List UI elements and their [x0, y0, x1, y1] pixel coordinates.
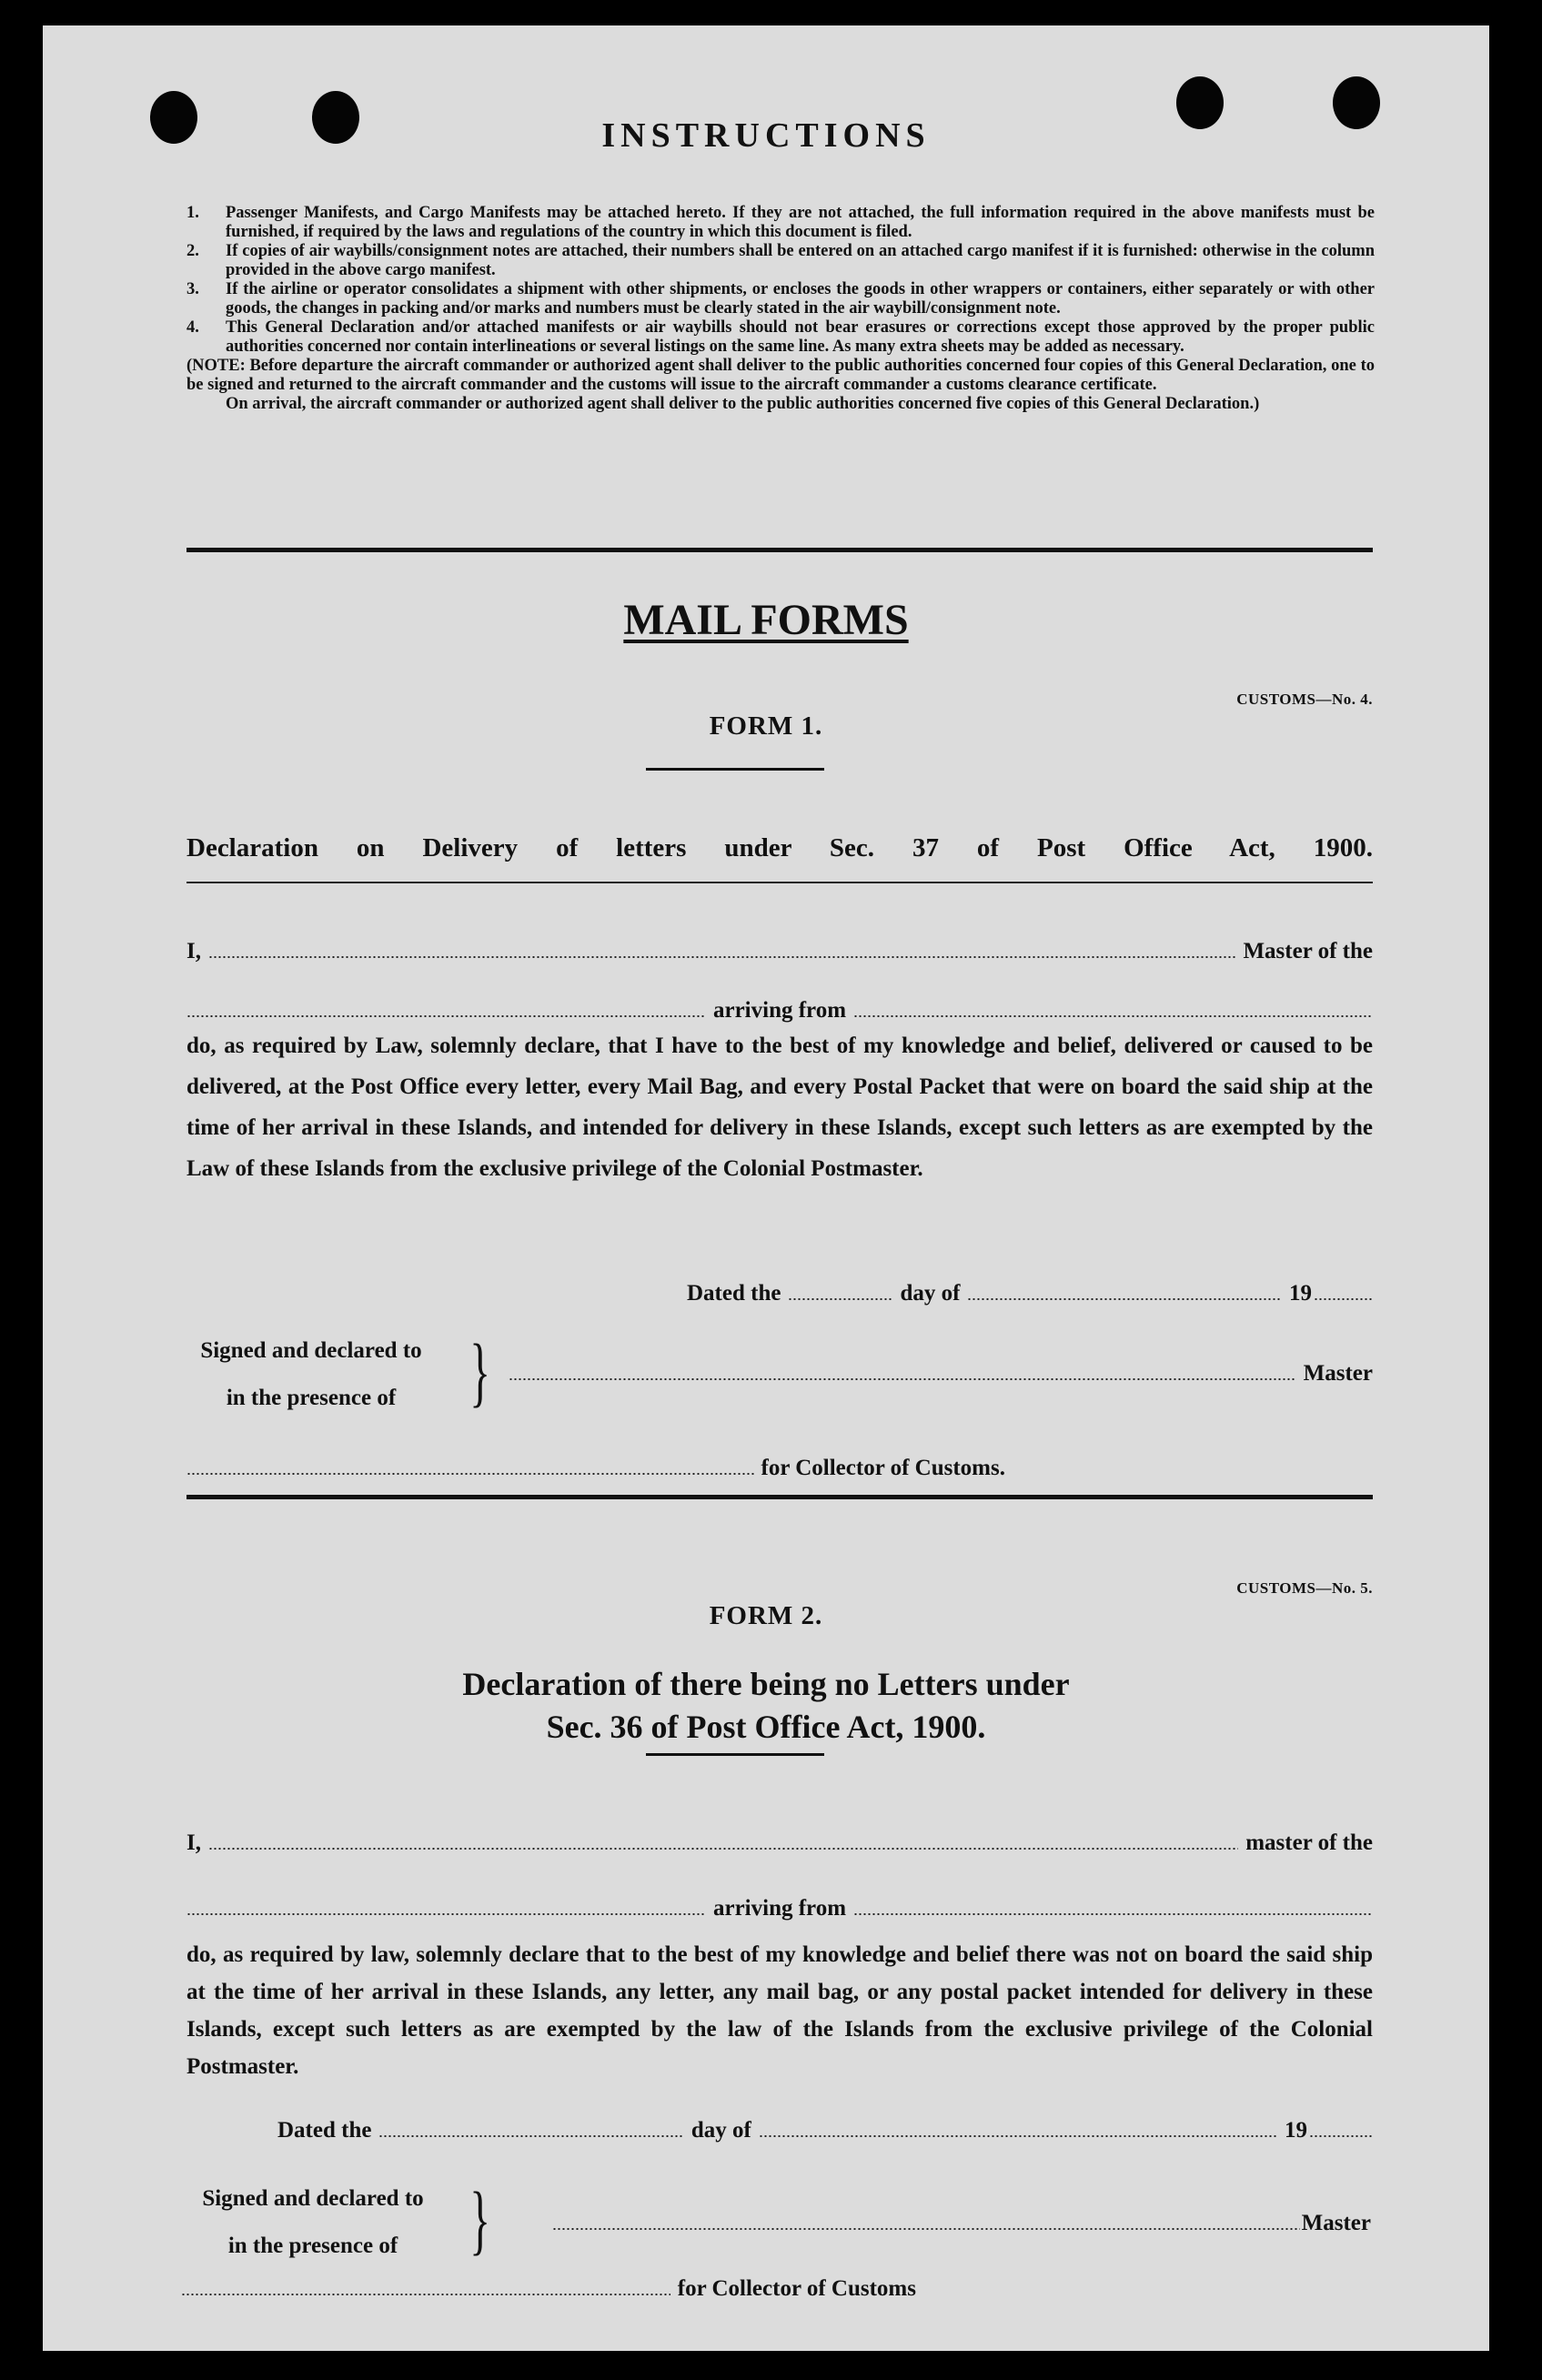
form1-origin-field[interactable] [853, 1015, 1373, 1017]
form1-arriving-row [186, 998, 1373, 1024]
instruction-item [186, 280, 1375, 318]
instructions-list [186, 204, 1375, 414]
instruction-item [186, 242, 1375, 280]
form2-origin-field[interactable] [853, 1913, 1373, 1915]
form2-declaration-line1: Declaration of there being no Letters under [462, 1666, 1070, 1702]
form2-body: do, as required by law, solemnly declare that to the best of my knowledge and belief there was not on board the said ship at the time of her arrival in these Islands, any letter, any mail bag, or any postal packet intended for delivery in these Islands, except such letters as are exempted by the law of the Islands from the exclusive privilege of the Colonial Postmaster. [186, 1942, 1373, 2079]
form1-witness-field[interactable] [509, 1378, 1296, 1380]
form1-i-label: I, [186, 939, 201, 963]
instruction-number: 4. [186, 318, 199, 337]
form2-signed-label: Signed and declared to [202, 2186, 424, 2211]
form2-title-rule [646, 1753, 824, 1756]
instruction-text: Passenger Manifests, and Cargo Manifests may be attached hereto. If they are not attached, the full information required in the above manifests must be furnished, if required by the laws and regulations of the country in which this document is filed. [226, 204, 1375, 241]
instruction-number: 1. [186, 204, 199, 222]
form1-master-row [186, 939, 1373, 964]
form1-year-field[interactable] [1314, 1298, 1373, 1300]
form2-customs-number: CUSTOMS—No. 5. [1236, 1579, 1373, 1597]
form1-arriving-label: arriving from [712, 998, 847, 1023]
instruction-text: This General Declaration and/or attached manifests or air waybills should not bear erasures or corrections except those approved by the proper public authorities concerned nor contain interlineations or several listings on the same line. As many extra sheets may be added as necessary. [226, 318, 1375, 356]
form1-ship-field[interactable] [186, 1015, 706, 1017]
form1-master-label: Master [1303, 1361, 1373, 1386]
form1-month-field[interactable] [967, 1298, 1282, 1300]
form2-master-row [186, 1830, 1373, 1856]
form1-name-field[interactable] [208, 956, 1235, 958]
form1-presence-label: in the presence of [226, 1386, 397, 1410]
form1-dated-label: Dated the [687, 1281, 781, 1306]
form1-year-prefix: 19 [1289, 1281, 1312, 1306]
form2-day-of-label: day of [690, 2118, 751, 2143]
form1-day-field[interactable] [788, 1298, 892, 1300]
section-divider [186, 1495, 1373, 1499]
form2-brace: } [469, 2175, 490, 2263]
form2-master-of-label: master of the [1245, 1830, 1373, 1855]
instruction-number: 3. [186, 280, 199, 298]
instruction-text: If the airline or operator consolidates a shipment with other shipments, or encloses the goods in other wrappers or containers, either separately or with other goods, the changes in packing and/or marks and numbers must be clearly stated in the air waybill/consignment note. [226, 280, 1375, 318]
form1-customs-number: CUSTOMS—No. 4. [1236, 691, 1373, 708]
form2-declaration-line2: Sec. 36 of Post Office Act, 1900. [546, 1709, 986, 1745]
form2-name-field[interactable] [208, 1848, 1238, 1850]
form2-title: FORM 2. [709, 1601, 823, 1630]
instruction-text: If copies of air waybills/consignment notes are attached, their numbers shall be entered on an attached cargo manifest if it is furnished: otherwise in the column provided in the above cargo manifest. [226, 242, 1375, 279]
instruction-number: 2. [186, 242, 199, 260]
form1-master-of-label: Master of the [1243, 939, 1373, 963]
form2-witness-row [552, 2211, 1371, 2236]
form2-year-field[interactable] [1309, 2135, 1373, 2137]
form2-arriving-label: arriving from [712, 1896, 847, 1921]
mail-forms-title: MAIL FORMS [623, 596, 909, 644]
form1-collector-row [186, 1456, 1005, 1481]
form2-month-field[interactable] [759, 2135, 1277, 2137]
form1-collector-field[interactable] [186, 1473, 754, 1475]
form1-signed-label: Signed and declared to [200, 1338, 422, 1363]
form2-i-label: I, [186, 1830, 201, 1855]
form1-body: do, as required by Law, solemnly declare, that I have to the best of my knowledge and belief, delivered or caused to be delivered, at the Post Office every letter, every Mail Bag, and every Postal Packet that were on board the said ship at the time of her arrival in these Islands, and intended for delivery in these Islands, except such letters as are exempted by the Law of these Islands from the exclusive privilege of the Colonial Postmaster. [186, 1034, 1373, 1181]
form1-dated-row [687, 1281, 1373, 1306]
section-divider [186, 548, 1373, 552]
instruction-item [186, 204, 1375, 242]
form2-declaration-heading [43, 1663, 1489, 1749]
form1-title-rule [646, 768, 824, 771]
instruction-item [186, 318, 1375, 357]
instructions-title: INSTRUCTIONS [601, 116, 931, 155]
form2-collector-label: for Collector of Customs [677, 2276, 916, 2301]
form2-master-label: Master [1301, 2211, 1371, 2235]
form2-collector-row [181, 2276, 916, 2302]
form2-signed-block [181, 2175, 445, 2270]
instruction-note-arrival: On arrival, the aircraft commander or authorized agent shall deliver to the public authorities concerned five copies of this General Declaration.) [226, 395, 1260, 413]
form2-year-prefix: 19 [1285, 2118, 1307, 2143]
form2-arriving-row [186, 1896, 1373, 1921]
form1-signed-block [179, 1327, 443, 1422]
form2-collector-field[interactable] [181, 2294, 670, 2295]
form1-day-of-label: day of [900, 1281, 961, 1306]
form1-title: FORM 1. [709, 711, 823, 741]
form1-heading-rule [186, 882, 1373, 883]
form2-presence-label: in the presence of [227, 2234, 398, 2258]
form2-dated-row [277, 2118, 1373, 2143]
form2-ship-field[interactable] [186, 1913, 706, 1915]
form2-dated-label: Dated the [277, 2118, 372, 2143]
form2-day-field[interactable] [378, 2135, 683, 2137]
form1-declaration-heading: Declaration on Delivery of letters under Sec. 37 of Post Office Act, 1900. [186, 833, 1373, 862]
form1-collector-label: for Collector of Customs. [761, 1456, 1005, 1480]
document-page [43, 25, 1489, 2351]
instruction-note: (NOTE: Before departure the aircraft commander or authorized agent shall deliver to the public authorities concerned four copies of this General Declaration, one to be signed and returned to the aircraft commander and the customs will issue to the aircraft commander a customs clearance certificate. [186, 357, 1375, 394]
form1-witness-row [509, 1361, 1373, 1387]
form1-brace: } [469, 1327, 490, 1415]
form2-witness-field[interactable] [552, 2228, 1300, 2230]
